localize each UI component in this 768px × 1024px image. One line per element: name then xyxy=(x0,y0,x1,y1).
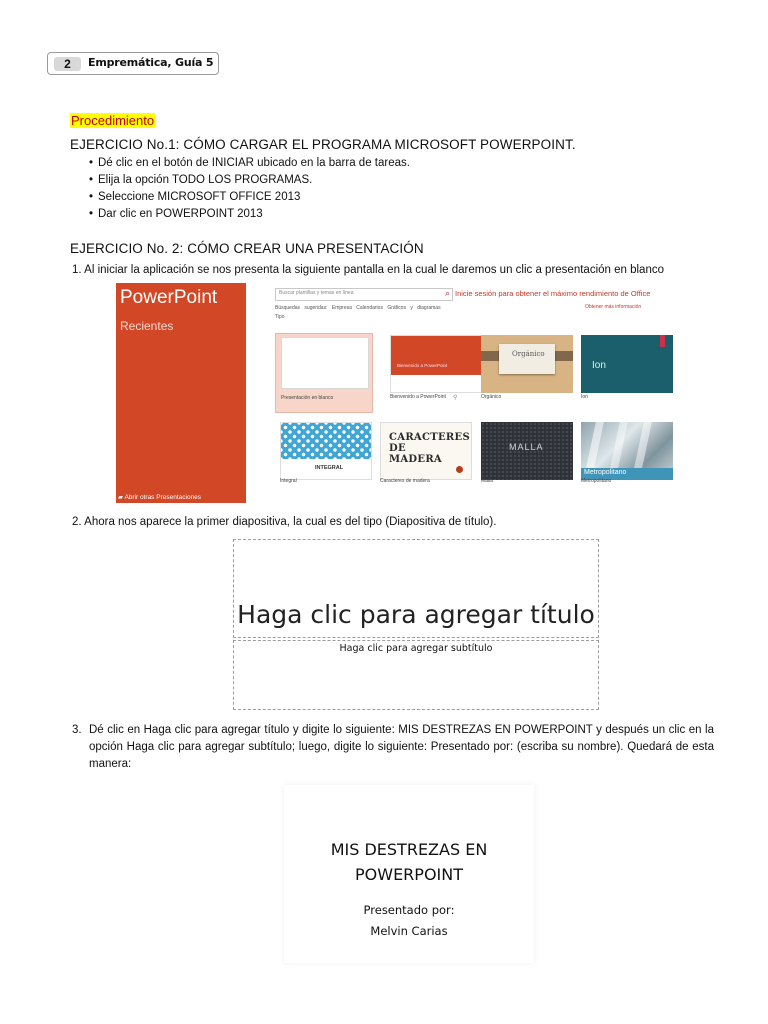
list-item: • Seleccione MICROSOFT OFFICE 2013 xyxy=(89,189,410,206)
step-2 xyxy=(72,514,496,531)
type-label: Tipo xyxy=(275,314,285,320)
exercise1-title: EJERCICIO No.1: CÓMO CARGAR EL PROGRAMA MICROSOFT POWERPOINT. xyxy=(70,137,576,152)
exercise2-title: EJERCICIO No. 2: CÓMO CREAR UNA PRESENTACIÓN xyxy=(70,241,424,256)
pin-icon[interactable]: ⚲ xyxy=(453,395,458,401)
subtitle-placeholder: Haga clic para agregar subtítulo xyxy=(339,643,493,654)
template-thumbnail xyxy=(499,344,555,374)
template-inner-text: Metropolitano xyxy=(584,469,627,476)
template-search-input[interactable] xyxy=(275,288,453,301)
step-1 xyxy=(72,262,722,279)
template-label: Orgánico xyxy=(481,394,502,400)
step-text: Al iniciar la aplicación se nos presenta la siguiente pantalla en la cual le daremos un clic a presentación en blanco xyxy=(84,264,664,276)
list-item: • Elija la opción TODO LOS PROGRAMAS. xyxy=(89,172,410,189)
template-inner-text: MALLA xyxy=(509,442,544,452)
template-ion[interactable] xyxy=(581,335,673,393)
title-placeholder-box[interactable] xyxy=(233,539,599,638)
template-integral[interactable] xyxy=(280,422,372,480)
template-label: Integral xyxy=(280,478,297,484)
template-label: Metropolitano xyxy=(581,478,612,484)
template-blank[interactable] xyxy=(275,333,373,413)
open-other-label: Abrir otras Presentaciones xyxy=(124,494,202,501)
subtitle-placeholder-box[interactable] xyxy=(233,640,599,710)
template-label: Bienvenido a PowerPoint xyxy=(390,394,446,400)
slide-title: MIS DESTREZAS EN POWERPOINT xyxy=(330,840,488,884)
procedure-label: Procedimiento xyxy=(71,113,155,128)
template-label: Caracteres de madera xyxy=(380,478,430,484)
template-metropolitan[interactable] xyxy=(581,422,673,480)
suggested-searches[interactable]: Búsquedas sugeridas: Empresa Calendarios Gráficos y diagramas xyxy=(275,305,441,311)
template-thumbnail xyxy=(281,423,372,459)
template-welcome[interactable] xyxy=(390,335,482,393)
list-item: • Dar clic en POWERPOINT 2013 xyxy=(89,206,410,223)
template-label: Malla xyxy=(481,478,493,484)
folder-icon: ▰ xyxy=(118,494,123,501)
page-number: 2 xyxy=(54,57,81,71)
exercise1-steps xyxy=(89,155,410,223)
template-label: Presentación en blanco xyxy=(281,395,334,401)
template-inner-text: Orgánico xyxy=(512,350,545,358)
search-placeholder: Buscar plantillas y temas en línea xyxy=(279,290,354,296)
open-other-presentations-link[interactable] xyxy=(118,493,201,501)
procedure-heading xyxy=(70,112,155,130)
template-thumbnail xyxy=(281,337,369,389)
presenter-name: Melvin Carias xyxy=(370,924,448,938)
step-text: Ahora nos aparece la primer diapositiva, la cual es del tipo (Diapositiva de título). xyxy=(84,516,497,528)
template-inner-text: CARACTERES DE MADERA xyxy=(389,432,470,465)
final-slide xyxy=(284,785,534,963)
step-3 xyxy=(72,722,714,773)
template-wood-type[interactable] xyxy=(380,422,472,480)
more-info-link[interactable]: Obtener más información xyxy=(585,304,642,310)
template-mesh[interactable] xyxy=(481,422,573,480)
step-number: 1. xyxy=(72,264,82,276)
template-inner-text: Ion xyxy=(592,360,606,371)
search-icon[interactable]: ⌕ xyxy=(444,288,450,298)
template-label: Ion xyxy=(581,394,588,400)
title-placeholder: Haga clic para agregar título xyxy=(237,600,595,629)
guide-header xyxy=(47,52,219,75)
list-item: • Dé clic en el botón de INICIAR ubicado en la barra de tareas. xyxy=(89,155,410,172)
start-sidebar xyxy=(116,283,246,503)
template-thumbnail xyxy=(391,336,481,375)
recent-heading: Recientes xyxy=(120,319,174,333)
guide-title: Empremática, Guía 5 xyxy=(88,56,214,69)
template-inner-text: INTEGRAL xyxy=(315,465,344,471)
presented-by: Presentado por: xyxy=(363,903,455,917)
step-text: Dé clic en Haga clic para agregar título y digite lo siguiente: MIS DESTREZAS EN POWERPOINT y después un clic en la opción Haga clic para agregar subtítulo; luego, digite lo siguiente: Presentado por: (escriba su nombre). Quedará de esta manera: xyxy=(89,724,714,770)
step-number: 2. xyxy=(72,516,82,528)
powerpoint-start-screen xyxy=(116,283,679,503)
template-organic[interactable] xyxy=(481,335,573,393)
app-brand: PowerPoint xyxy=(120,287,218,308)
template-inner-text: Bienvenido a PowerPoint xyxy=(397,363,448,368)
step-number: 3. xyxy=(72,724,82,736)
signin-link[interactable]: Inicie sesión para obtener el máximo rendimiento de Office xyxy=(455,289,651,298)
